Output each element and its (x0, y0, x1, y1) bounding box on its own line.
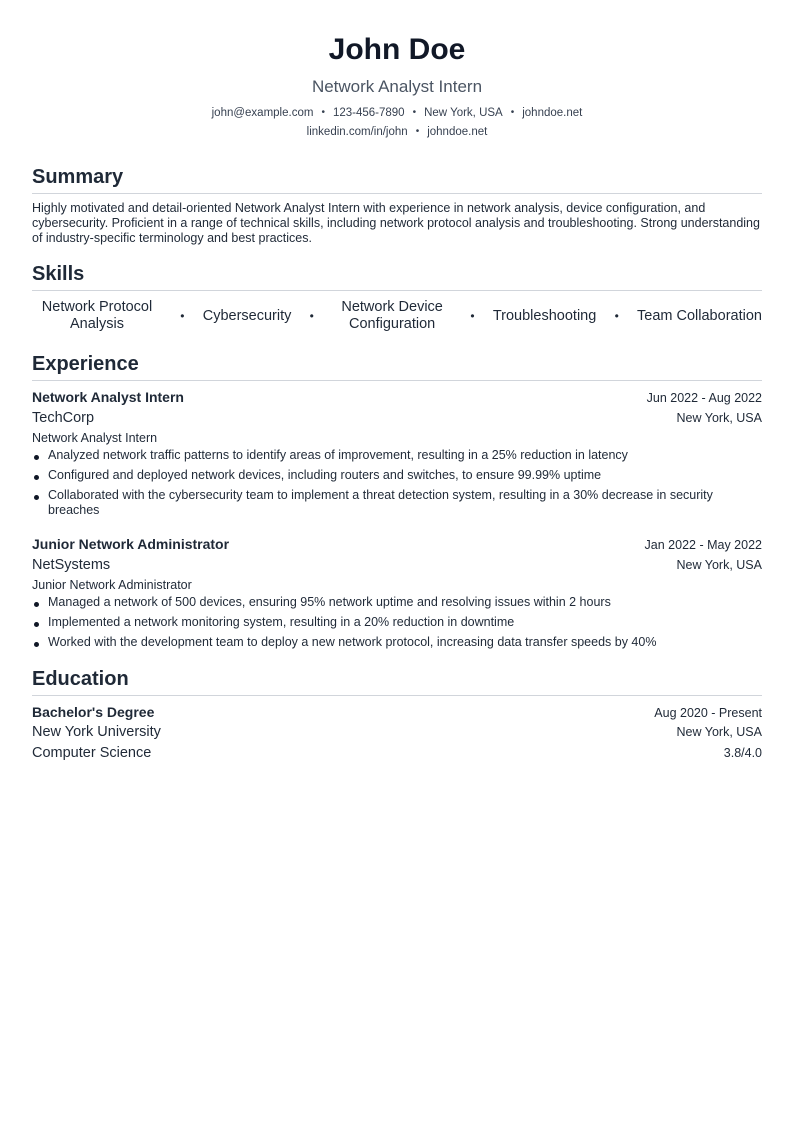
skill-item: Cybersecurity (202, 307, 292, 324)
skills-list (32, 299, 762, 333)
list-item: Collaborated with the cybersecurity team to implement a threat detection system, resulting in a 30% decrease in security breaches (32, 488, 762, 518)
contact-email[interactable]: john@example.com (211, 107, 314, 119)
separator-dot: • (321, 107, 325, 118)
separator-dot: • (510, 107, 515, 118)
experience-heading: Experience (32, 351, 762, 381)
list-item: Worked with the development team to deploy a new network protocol, increasing data transfer speeds by 40% (32, 635, 762, 650)
job-bullets (32, 448, 762, 518)
contact-website-2[interactable]: johndoe.net (427, 126, 488, 138)
job-dates: Jun 2022 - Aug 2022 (646, 391, 762, 405)
resume-page (32, 0, 762, 764)
candidate-role: Network Analyst Intern (311, 77, 483, 96)
skills-section (32, 261, 762, 333)
education-school: New York University (32, 724, 161, 740)
contact-line-1 (32, 104, 762, 123)
contact-phone[interactable]: 123-456-7890 (332, 107, 405, 119)
candidate-name: John Doe (328, 33, 466, 66)
experience-section (32, 351, 762, 650)
contact-location: New York, USA (424, 107, 503, 119)
job-company: TechCorp (32, 410, 95, 426)
resume-header (32, 0, 762, 142)
skill-item: Network Device Configuration (341, 299, 443, 332)
education-field: Computer Science (32, 745, 152, 761)
contact-line-2 (32, 123, 762, 142)
education-section (32, 666, 762, 764)
separator-dot: • (614, 308, 619, 323)
list-item: Implemented a network monitoring system, resulting in a 20% reduction in downtime (32, 615, 762, 630)
education-heading: Education (32, 666, 762, 696)
list-item: Managed a network of 500 devices, ensuring 95% network uptime and resolving issues within 2 hours (32, 595, 762, 610)
education-dates: Aug 2020 - Present (654, 706, 762, 720)
education-location: New York, USA (676, 725, 762, 739)
job-company: NetSystems (32, 557, 111, 573)
job-entry (32, 534, 762, 650)
job-dates: Jan 2022 - May 2022 (644, 538, 762, 552)
list-item: Analyzed network traffic patterns to identify areas of improvement, resulting in a 25% reduction in latency (32, 448, 762, 463)
separator-dot: • (470, 308, 475, 323)
job-location: New York, USA (676, 558, 762, 572)
job-bullets (32, 595, 762, 650)
separator-dot: • (412, 107, 417, 118)
job-subtitle: Junior Network Administrator (32, 578, 192, 592)
job-entry (32, 387, 762, 518)
job-location: New York, USA (676, 411, 762, 425)
summary-heading: Summary (32, 164, 762, 194)
contact-website[interactable]: johndoe.net (522, 107, 583, 119)
list-item: Configured and deployed network devices, including routers and switches, to ensure 99.99% uptime (32, 468, 762, 483)
education-gpa: 3.8/4.0 (723, 746, 762, 760)
contact-linkedin[interactable]: linkedin.com/in/john (306, 126, 408, 138)
summary-section (32, 164, 762, 246)
education-degree: Bachelor's Degree (32, 704, 155, 720)
summary-text: Highly motivated and detail-oriented Network Analyst Intern with experience in network analysis, device configuration, and cybersecurity. Proficient in a range of technical skills, including network protocol analysis and troubleshooting. Strong understanding of industry-specific terminology and best practices. (32, 201, 760, 245)
separator-dot: • (180, 308, 185, 323)
job-title: Network Analyst Intern (32, 389, 184, 405)
skill-item: Troubleshooting (492, 307, 597, 324)
job-title: Junior Network Administrator (32, 536, 230, 552)
separator-dot: • (415, 126, 420, 137)
job-subtitle: Network Analyst Intern (32, 431, 158, 445)
skill-item: Team Collaboration (637, 307, 762, 324)
skills-heading: Skills (32, 261, 762, 291)
skill-item: Network Protocol Analysis (41, 299, 153, 332)
separator-dot: • (309, 308, 314, 323)
